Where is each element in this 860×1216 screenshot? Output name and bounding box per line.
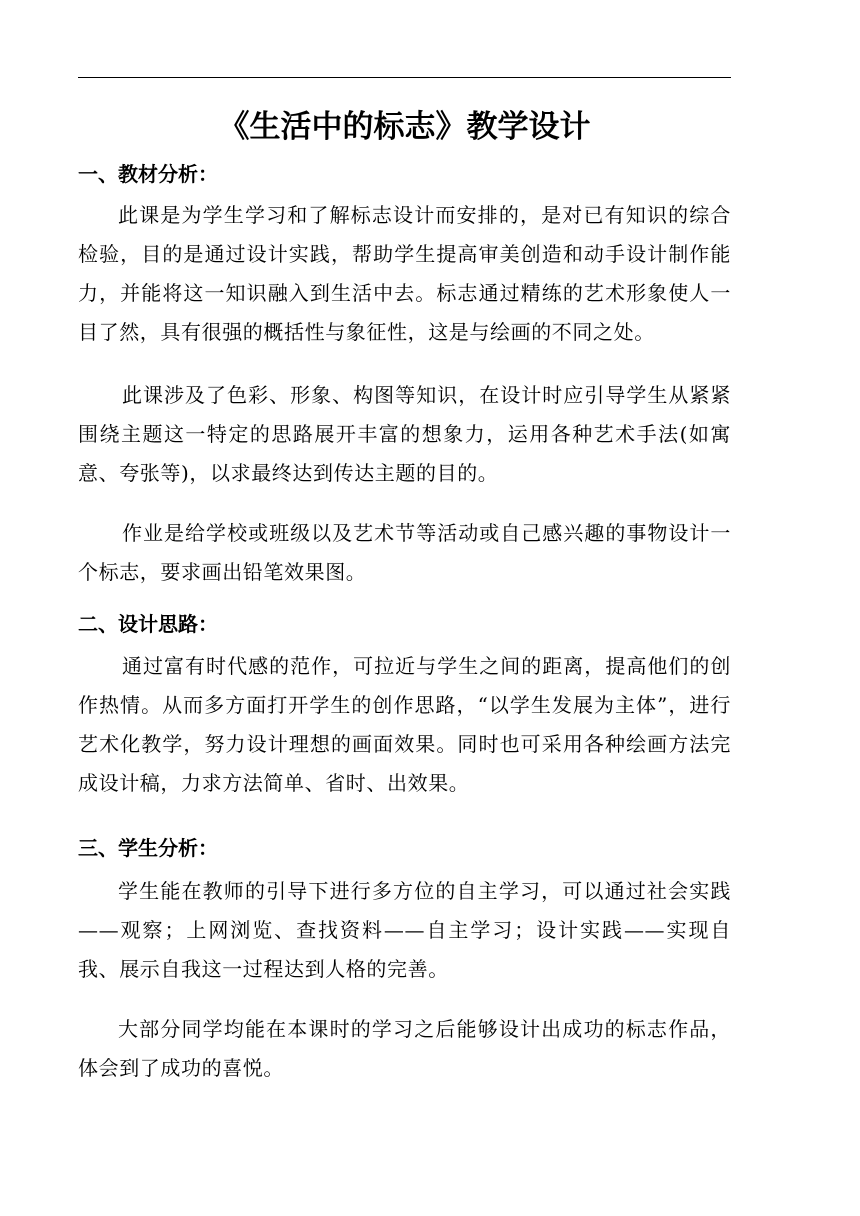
paragraph-materials-1: 此课是为学生学习和了解标志设计而安排的，是对已有知识的综合检验，目的是通过设计实践，帮助学生提高审美创造和动手设计制作能力，并能将这一知识融入到生活中去。标志通过精练的艺术形象使人一目了然，具有很强的概括性与象征性，这是与绘画的不同之处。 bbox=[78, 203, 731, 344]
section-heading-design-ideas: 二、设计思路： bbox=[78, 612, 218, 636]
paragraph-materials-2: 此课涉及了色彩、形象、构图等知识，在设计时应引导学生从紧紧围绕主题这一特定的思路展开丰富的想象力，运用各种艺术手法(如寓意、夸张等)，以求最终达到传达主题的目的。 bbox=[78, 383, 731, 485]
paragraph-design-ideas-1: 通过富有时代感的范作，可拉近与学生之间的距离，提高他们的创作热情。从而多方面打开学生的创作思路，“以学生发展为主体”，进行艺术化教学，努力设计理想的画面效果。同时也可采用各种绘画方法完成设计稿，力求方法简单、省时、出效果。 bbox=[78, 654, 731, 795]
paragraph-student-analysis-1: 学生能在教师的引导下进行多方位的自主学习，可以通过社会实践——观察；上网浏览、查找资料——自主学习；设计实践——实现自我、展示自我这一过程达到人格的完善。 bbox=[78, 879, 731, 981]
paragraph-materials-3: 作业是给学校或班级以及艺术节等活动或自己感兴趣的事物设计一个标志，要求画出铅笔效果图。 bbox=[78, 521, 731, 584]
document-title: 《生活中的标志》教学设计 bbox=[218, 109, 591, 145]
header-rule bbox=[78, 77, 731, 78]
section-heading-student-analysis: 三、学生分析： bbox=[78, 836, 218, 860]
paragraph-student-analysis-2: 大部分同学均能在本课时的学习之后能够设计出成功的标志作品，体会到了成功的喜悦。 bbox=[78, 1017, 731, 1080]
section-heading-materials: 一、教材分析： bbox=[78, 162, 218, 186]
